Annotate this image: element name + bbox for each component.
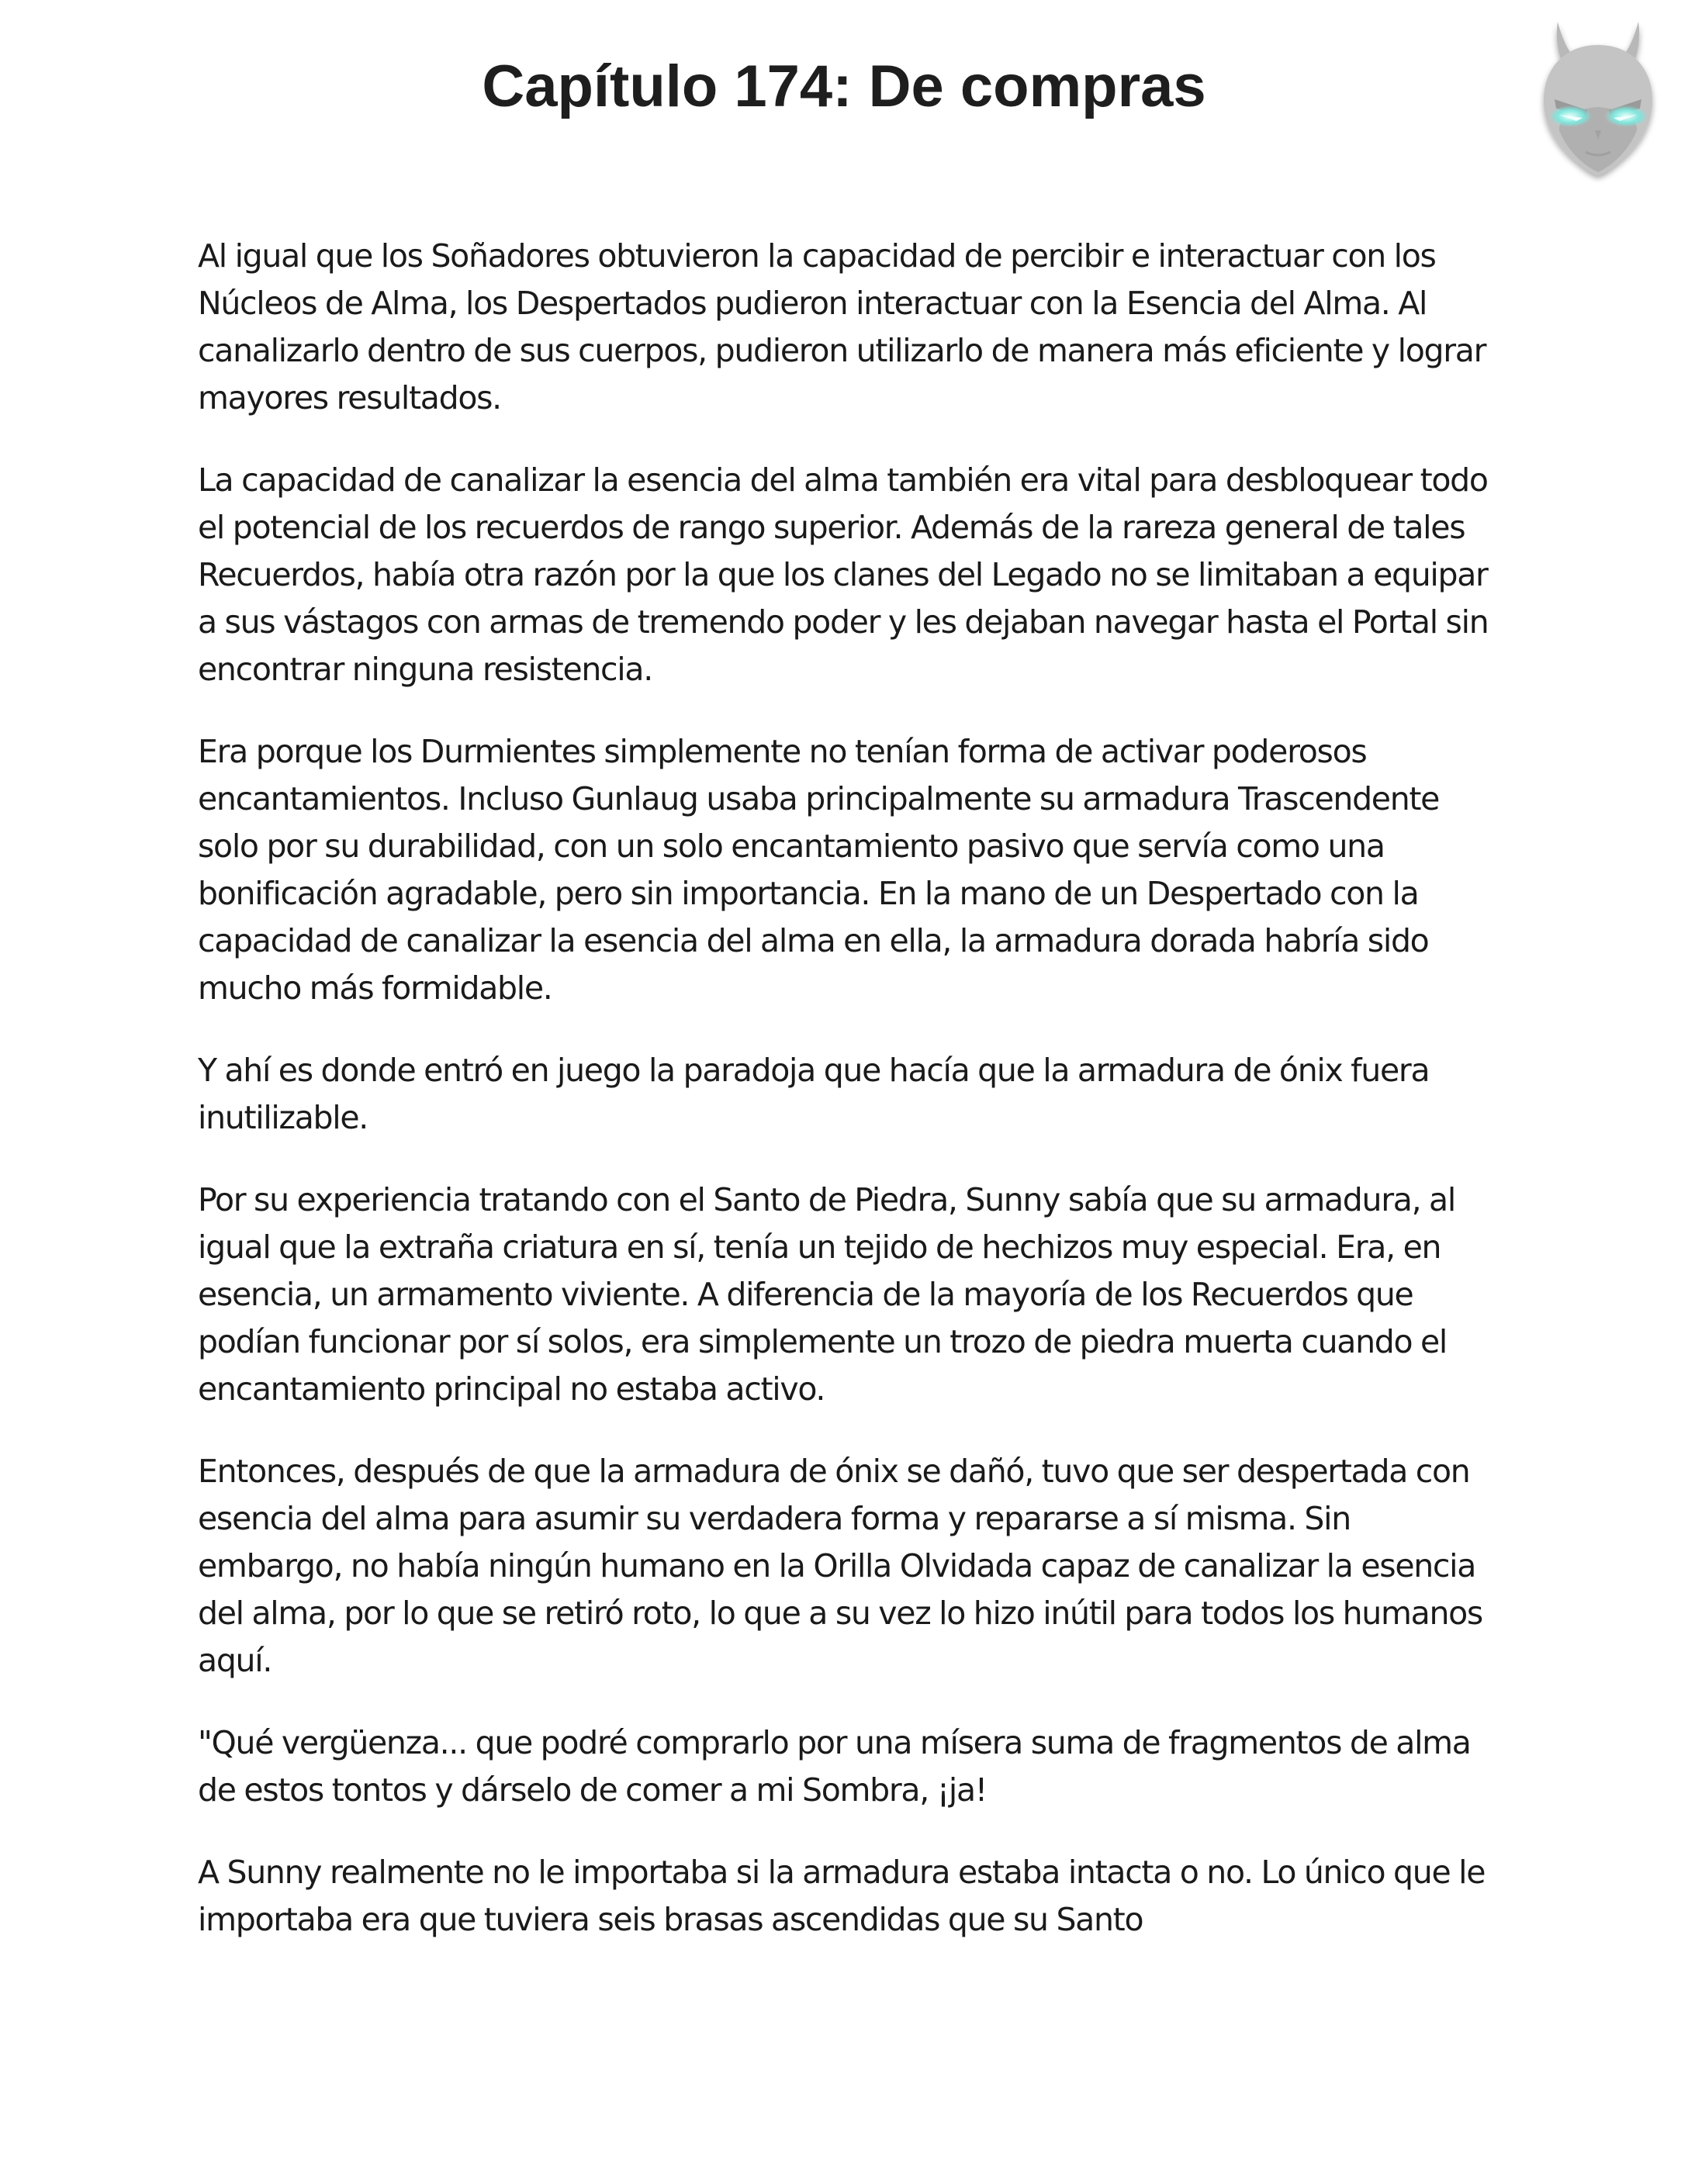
paragraph: Al igual que los Soñadores obtuvieron la capacidad de percibir e interactuar con los Núcleos de Alma, los Despertados pudieron interactuar con la Esencia del Alma. Al canalizarlo dentro de sus cuerpos, pudieron utilizarlo de manera más eficiente y lograr mayores resultados. bbox=[198, 237, 1486, 416]
paragraph: "Qué vergüenza... que podré comprarlo por una mísera suma de fragmentos de alma de estos tontos y dárselo de comer a mi Sombra, ¡ja! bbox=[198, 1724, 1471, 1809]
paragraph: Entonces, después de que la armadura de ónix se dañó, tuvo que ser despertada con esencia del alma para asumir su verdadera forma y repararse a sí misma. Sin embargo, no había ningún humano en la Orilla Olvidada capaz de canalizar la esencia del alma, por lo que se retiró roto, lo que a su vez lo hizo inútil para todos los humanos aquí. bbox=[198, 1453, 1482, 1679]
paragraph: La capacidad de canalizar la esencia del alma también era vital para desbloquear todo el potencial de los recuerdos de rango superior. Además de la rareza general de tales Recuerdos, había otra razón por la que los clanes del Legado no se limitaban a equipar a sus vástagos con armas de tremendo poder y les dejaban navegar hasta el Portal sin encontrar ninguna resistencia. bbox=[198, 461, 1489, 688]
demon-head-icon bbox=[1520, 14, 1676, 186]
paragraph: Por su experiencia tratando con el Santo de Piedra, Sunny sabía que su armadura, al igual que la extraña criatura en sí, tenía un tejido de hechizos muy especial. Era, en esencia, un armamento viviente. A diferencia de la mayoría de los Recuerdos que podían funcionar por sí solos, era simplemente un trozo de piedra muerta cuando el encantamiento principal no estaba activo. bbox=[198, 1181, 1455, 1408]
chapter-title: Capítulo 174: De compras bbox=[482, 54, 1206, 119]
paragraph: Y ahí es donde entró en juego la paradoja que hacía que la armadura de ónix fuera inutilizable. bbox=[198, 1052, 1430, 1136]
paragraph: Era porque los Durmientes simplemente no tenían forma de activar poderosos encantamientos. Incluso Gunlaug usaba principalmente su armadura Trascendente solo por su durabilidad, con un solo encantamiento pasivo que servía como una bonificación agradable, pero sin importancia. En la mano de un Despertado con la capacidad de canalizar la esencia del alma en ella, la armadura dorada habría sido mucho más formidable. bbox=[198, 733, 1440, 1007]
paragraph: A Sunny realmente no le importaba si la armadura estaba intacta o no. Lo único que le importaba era que tuviera seis brasas ascendidas que su Santo bbox=[198, 1854, 1486, 1938]
chapter-body bbox=[198, 233, 1495, 1978]
